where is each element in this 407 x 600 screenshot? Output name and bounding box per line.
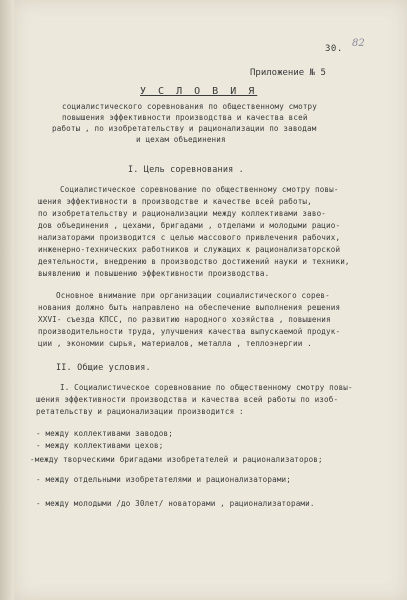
paragraph-line: нализаторами производится с целью массового привлечения рабочих, [38,233,341,242]
handwritten-page-number: 82 [352,38,365,49]
list-item: -между творческими бригадами изобретателей и рационализаторов; [30,455,323,464]
paragraph-line: шения эффективности в производстве и качестве всей работы, [38,197,312,206]
paragraph-line: деятельности, внедрению в производство достижений науки и техники, [38,257,350,266]
list-item: - между коллективами цехов; [36,441,164,450]
paragraph-line: Основное внимание при организации социалистического сорев- [56,291,330,300]
binding-edge [0,0,15,600]
paragraph-line: Социалистическое соревнование по общественному смотру повы- [60,185,339,194]
paragraph-line: дов объединения , цехами, бригадами , отделами и молодыми рацио- [38,221,341,230]
section-heading: II. Общие условия. [56,363,151,373]
paragraph-line: инженерно-технических работников и служащих к рационализаторской [38,245,341,254]
list-item: - между отдельными изобретателями и рационализаторами; [36,475,291,484]
section-heading: I. Цель соревнования . [128,165,244,175]
paragraph-line: производительности труда, улучшения качества выпускаемой продук- [38,327,341,336]
document-title: У С Л О В И Я [140,86,258,97]
subtitle-line: повышения эффективности производства и качества всей [62,113,308,122]
paragraph-line: XXVI- съезда КПСС, по развитию народного хозяйства , повышения [38,315,331,324]
paragraph-line: выявлению и повышению эффективности производства. [38,269,270,278]
list-item: - между коллективами заводов; [36,429,173,438]
appendix-label: Приложение № 5 [250,68,326,78]
paragraph-line: I. Социалистическое соревнование по общественному смотру повы- [60,383,353,392]
paragraph-line: по изобретательству и рационализации между коллективами заво- [38,209,327,218]
paragraph-line: шения эффективности производства и качества всей работы по изоб- [36,395,339,404]
paragraph-line: ретательству и рационализации производится : [36,407,244,416]
list-item: - между молодыми /до 30лет/ новаторами , рационализаторами. [36,499,315,508]
paragraph-line: ции , экономии сырья, материалов, металла , теплоэнергии . [38,339,312,348]
subtitle-line: социалистического соревнования по общественному смотру [62,102,317,111]
subtitle-line: и цехам объединения [136,135,226,144]
paragraph-line: нования должно быть направлено на обеспечение выполнения решения [38,303,341,312]
subtitle-line: работы , по изобретательству и рационализации по заводам [52,124,317,133]
page-number: 30. [325,44,343,54]
